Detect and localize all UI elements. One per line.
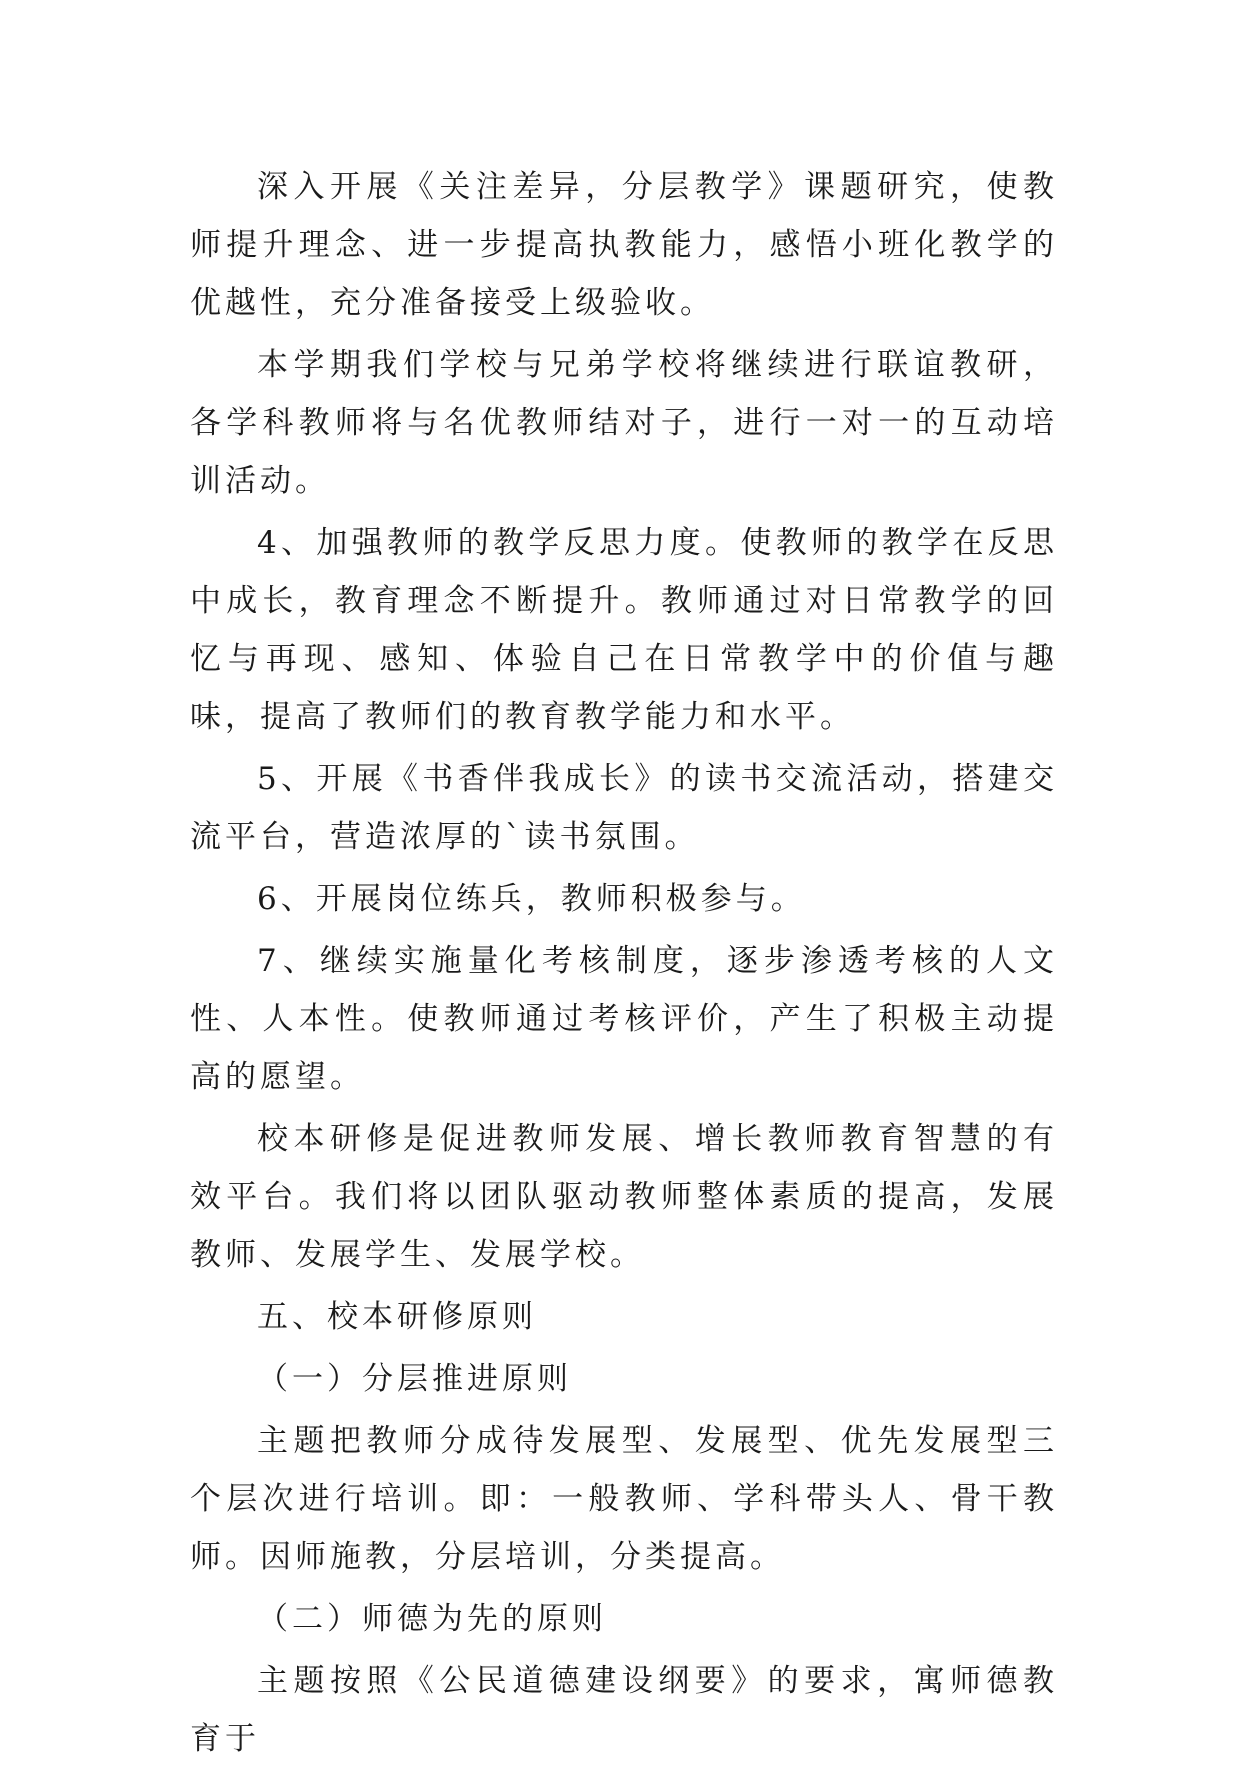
subsection-heading-1: （一）分层推进原则 [257, 1361, 572, 1397]
paragraph-9: 主题按照《公民道德建设纲要》的要求，寓师德教育于 [190, 1663, 1058, 1757]
section-heading: 五、校本研修原则 [257, 1299, 537, 1335]
paragraph-7: 校本研修是促进教师发展、增长教师教育智慧的有效平台。我们将以团队驱动教师整体素质的提高，发展教师、发展学生、发展学校。 [190, 1121, 1058, 1273]
paragraph-5: 6、开展岗位练兵，教师积极参与。 [257, 881, 806, 917]
paragraph-1: 深入开展《关注差异，分层教学》课题研究，使教师提升理念、进一步提高执教能力，感悟小班化教学的优越性，充分准备接受上级验收。 [190, 169, 1058, 321]
document-body [190, 158, 1058, 1768]
paragraph-3: 4、加强教师的教学反思力度。使教师的教学在反思中成长，教育理念不断提升。教师通过对日常教学的回忆与再现、感知、体验自己在日常教学中的价值与趣味，提高了教师们的教育教学能力和水平。 [190, 525, 1058, 735]
paragraph-4: 5、开展《书香伴我成长》的读书交流活动，搭建交流平台，营造浓厚的`读书氛围。 [190, 761, 1058, 855]
paragraph-8: 主题把教师分成待发展型、发展型、优先发展型三个层次进行培训。即：一般教师、学科带头人、骨干教师。因师施教，分层培训，分类提高。 [190, 1423, 1058, 1575]
subsection-heading-2: （二）师德为先的原则 [257, 1601, 607, 1637]
paragraph-2: 本学期我们学校与兄弟学校将继续进行联谊教研，各学科教师将与名优教师结对子，进行一对一的互动培训活动。 [190, 347, 1058, 499]
paragraph-6: 7、继续实施量化考核制度，逐步渗透考核的人文性、人本性。使教师通过考核评价，产生了积极主动提高的愿望。 [190, 943, 1058, 1095]
